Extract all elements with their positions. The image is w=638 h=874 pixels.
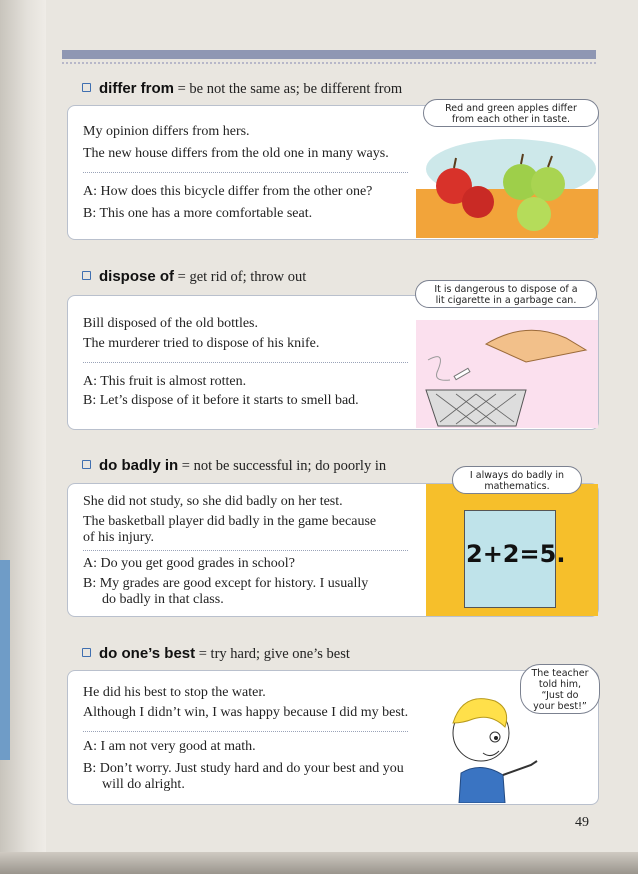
section-heading bbox=[82, 645, 350, 663]
dialogue-line: B: Let’s dispose of it before it starts to smell bad. bbox=[83, 393, 359, 408]
phrase: dispose of bbox=[99, 268, 175, 285]
speech-bubble: I always do badly in mathematics. bbox=[452, 466, 582, 494]
dialogue-line: will do alright. bbox=[102, 777, 185, 792]
definition: = try hard; give one’s best bbox=[198, 646, 350, 662]
dotted-separator bbox=[83, 362, 408, 363]
spine-color-strip bbox=[0, 560, 10, 760]
example-box bbox=[67, 295, 599, 430]
checkbox-icon[interactable] bbox=[82, 271, 91, 280]
speech-bubble: Red and green apples differ from each other in taste. bbox=[423, 99, 599, 127]
example-sentence: The basketball player did badly in the game because bbox=[83, 514, 377, 529]
header-dotted-rule bbox=[62, 62, 596, 64]
cigarette-trash-illustration bbox=[416, 320, 598, 428]
dialogue-line: B: This one has a more comfortable seat. bbox=[83, 206, 313, 221]
example-sentence: She did not study, so she did badly on her test. bbox=[83, 494, 343, 509]
example-sentence: The murderer tried to dispose of his knife. bbox=[83, 336, 320, 351]
dotted-separator bbox=[83, 550, 408, 551]
section-heading bbox=[82, 457, 386, 475]
section-heading bbox=[82, 80, 402, 98]
phrase: do badly in bbox=[99, 457, 179, 474]
apples-illustration bbox=[416, 134, 598, 238]
book-bottom-edge bbox=[0, 852, 638, 874]
phrase: differ from bbox=[99, 80, 174, 97]
example-sentence: Although I didn’t win, I was happy because I did my best. bbox=[83, 705, 409, 720]
chalkboard-illustration bbox=[426, 484, 598, 616]
page-number: 49 bbox=[575, 815, 589, 830]
phrase: do one’s best bbox=[99, 645, 196, 662]
dialogue-line: A: This fruit is almost rotten. bbox=[83, 374, 247, 389]
example-box bbox=[67, 483, 599, 617]
dialogue-line: B: Don’t worry. Just study hard and do your best and you bbox=[83, 761, 404, 776]
example-sentence: The new house differs from the old one in many ways. bbox=[83, 146, 389, 161]
dialogue-line: B: My grades are good except for history. I usually bbox=[83, 576, 369, 591]
checkbox-icon[interactable] bbox=[82, 83, 91, 92]
example-sentence: Bill disposed of the old bottles. bbox=[83, 316, 258, 331]
speech-bubble: It is dangerous to dispose of a lit cigarette in a garbage can. bbox=[415, 280, 597, 308]
example-sentence: He did his best to stop the water. bbox=[83, 685, 266, 700]
dotted-separator bbox=[83, 731, 408, 732]
board-equation: 2+2=5. bbox=[466, 540, 566, 568]
dotted-separator bbox=[83, 172, 408, 173]
dialogue-line: A: Do you get good grades in school? bbox=[83, 556, 295, 571]
definition: = get rid of; throw out bbox=[177, 269, 307, 285]
checkbox-icon[interactable] bbox=[82, 460, 91, 469]
definition: = be not the same as; be different from bbox=[177, 81, 403, 97]
section-heading bbox=[82, 268, 306, 286]
example-sentence: of his injury. bbox=[83, 530, 155, 545]
checkbox-icon[interactable] bbox=[82, 648, 91, 657]
dialogue-line: A: I am not very good at math. bbox=[83, 739, 256, 754]
definition: = not be successful in; do poorly in bbox=[181, 458, 387, 474]
speech-bubble: The teacher told him, “Just do your best!” bbox=[520, 664, 600, 714]
example-sentence: My opinion differs from hers. bbox=[83, 124, 250, 139]
dialogue-line: A: How does this bicycle differ from the other one? bbox=[83, 184, 373, 199]
dialogue-line: do badly in that class. bbox=[102, 592, 224, 607]
header-bar bbox=[62, 50, 596, 59]
